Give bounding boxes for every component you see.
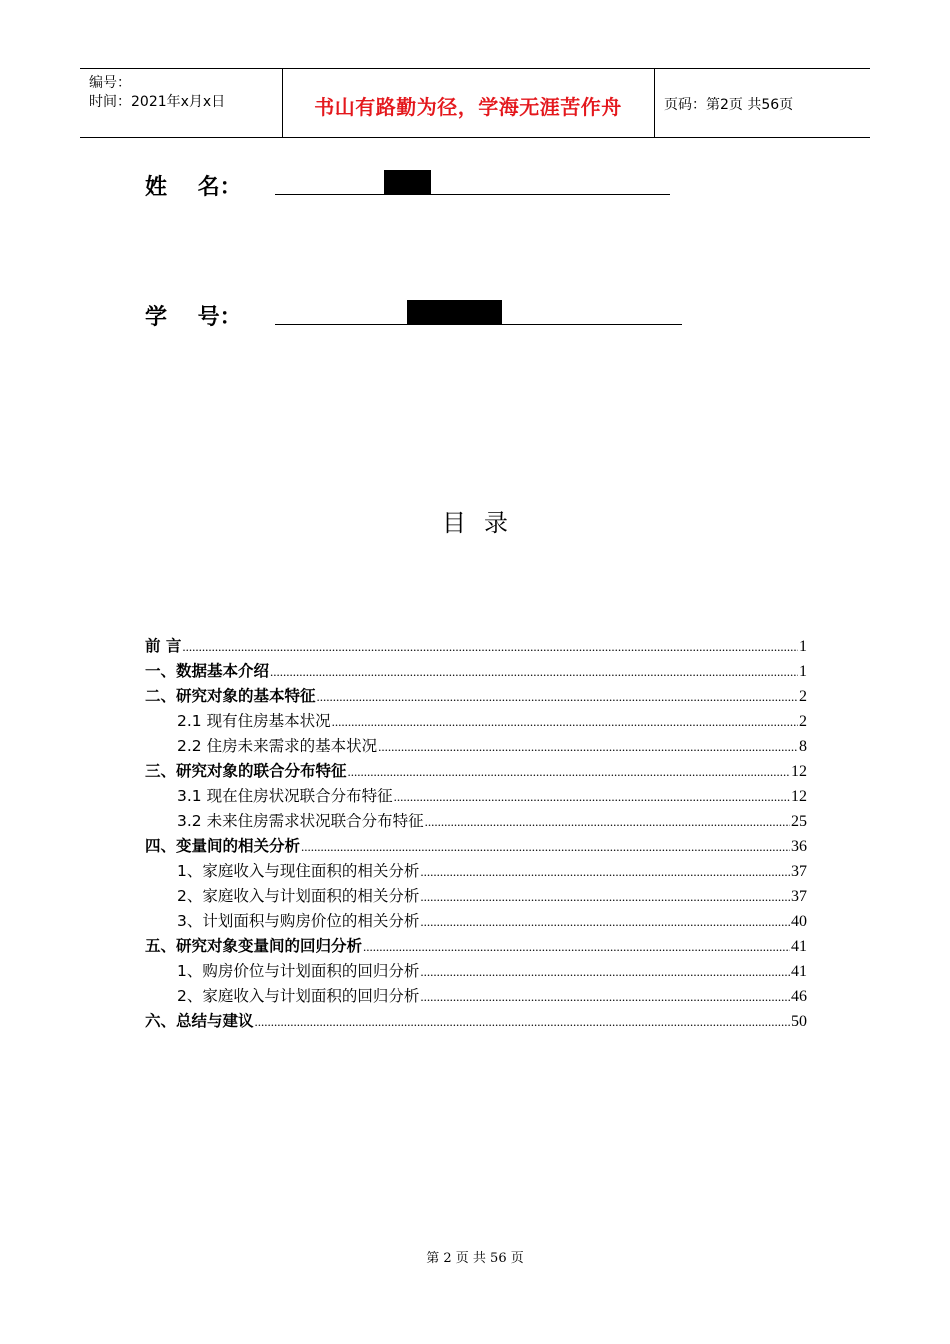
name-label: 姓 名： <box>145 175 242 200</box>
toc-entry-page: 25 <box>791 813 807 830</box>
toc-entry-page: 1 <box>799 638 807 655</box>
name-underline <box>275 194 670 195</box>
toc-entry[interactable] <box>145 784 807 809</box>
table-of-contents <box>145 634 807 1034</box>
toc-entry-label: 3、计划面积与购房价位的相关分析 <box>177 912 420 930</box>
toc-leader-dots <box>420 859 790 884</box>
toc-entry[interactable] <box>145 809 807 834</box>
toc-leader-dots <box>348 759 790 784</box>
name-redaction <box>384 170 431 195</box>
student-id-label: 学 号： <box>145 305 242 330</box>
toc-entry-page: 41 <box>791 938 807 955</box>
toc-entry-page: 46 <box>791 988 807 1005</box>
toc-entry-label: 2.2 住房未来需求的基本状况 <box>177 737 378 755</box>
toc-entry-page: 40 <box>791 913 807 930</box>
toc-entry-label: 五、研究对象变量间的回归分析 <box>145 937 363 955</box>
page-info: 页码：第2页 共56页 <box>664 97 794 113</box>
toc-entry[interactable] <box>145 884 807 909</box>
toc-entry[interactable] <box>145 1009 807 1034</box>
toc-entry-page: 37 <box>791 888 807 905</box>
toc-leader-dots <box>420 884 790 909</box>
toc-entry[interactable] <box>145 734 807 759</box>
toc-entry-page: 36 <box>791 838 807 855</box>
toc-entry[interactable] <box>145 934 807 959</box>
toc-entry[interactable] <box>145 634 807 659</box>
toc-entry[interactable] <box>145 659 807 684</box>
header-motto-cell <box>282 69 655 137</box>
toc-entry[interactable] <box>145 684 807 709</box>
toc-leader-dots <box>420 959 790 984</box>
toc-entry[interactable] <box>145 909 807 934</box>
serial-number-label: 编号： <box>89 75 131 91</box>
toc-entry-label: 六、总结与建议 <box>145 1012 254 1030</box>
toc-entry[interactable] <box>145 834 807 859</box>
toc-entry-label: 1、购房价位与计划面积的回归分析 <box>177 962 420 980</box>
date-label: 时间：2021年x月x日 <box>89 94 226 110</box>
motto-text: 书山有路勤为径，学海无涯苦作舟 <box>314 95 622 119</box>
page-header <box>80 68 870 138</box>
toc-leader-dots <box>420 984 790 1009</box>
toc-entry[interactable] <box>145 959 807 984</box>
toc-entry-label: 四、变量间的相关分析 <box>145 837 301 855</box>
toc-entry-label: 一、数据基本介绍 <box>145 662 270 680</box>
header-page-cell <box>655 69 870 137</box>
toc-entry[interactable] <box>145 709 807 734</box>
toc-entry-page: 2 <box>799 688 807 705</box>
toc-entry-page: 8 <box>799 738 807 755</box>
toc-leader-dots <box>332 709 798 734</box>
toc-entry-page: 12 <box>791 763 807 780</box>
toc-entry-label: 2.1 现有住房基本状况 <box>177 712 331 730</box>
toc-entry-page: 2 <box>799 713 807 730</box>
page-footer: 第 2 页 共 56 页 <box>426 1251 524 1266</box>
toc-entry-page: 1 <box>799 663 807 680</box>
toc-entry-page: 12 <box>791 788 807 805</box>
toc-entry-label: 3.2 未来住房需求状况联合分布特征 <box>177 812 424 830</box>
toc-leader-dots <box>378 734 798 759</box>
toc-entry-label: 1、家庭收入与现住面积的相关分析 <box>177 862 420 880</box>
header-info-cell <box>80 69 283 137</box>
toc-entry[interactable] <box>145 859 807 884</box>
toc-leader-dots <box>420 909 790 934</box>
toc-entry-label: 三、研究对象的联合分布特征 <box>145 762 347 780</box>
toc-entry-label: 二、研究对象的基本特征 <box>145 687 316 705</box>
toc-leader-dots <box>425 809 790 834</box>
toc-leader-dots <box>301 834 790 859</box>
toc-entry-page: 50 <box>791 1013 807 1030</box>
toc-leader-dots <box>255 1009 790 1034</box>
toc-leader-dots <box>363 934 790 959</box>
toc-entry-label: 3.1 现在住房状况联合分布特征 <box>177 787 393 805</box>
toc-entry[interactable] <box>145 759 807 784</box>
toc-leader-dots <box>182 634 798 659</box>
toc-entry-page: 37 <box>791 863 807 880</box>
toc-entry-label: 前 言 <box>145 637 182 655</box>
toc-leader-dots <box>394 784 790 809</box>
toc-entry-page: 41 <box>791 963 807 980</box>
toc-entry[interactable] <box>145 984 807 1009</box>
toc-title: 目录 <box>442 509 526 537</box>
toc-leader-dots <box>270 659 798 684</box>
toc-entry-label: 2、家庭收入与计划面积的相关分析 <box>177 887 420 905</box>
toc-leader-dots <box>317 684 798 709</box>
student-id-redaction <box>407 300 502 325</box>
toc-entry-label: 2、家庭收入与计划面积的回归分析 <box>177 987 420 1005</box>
